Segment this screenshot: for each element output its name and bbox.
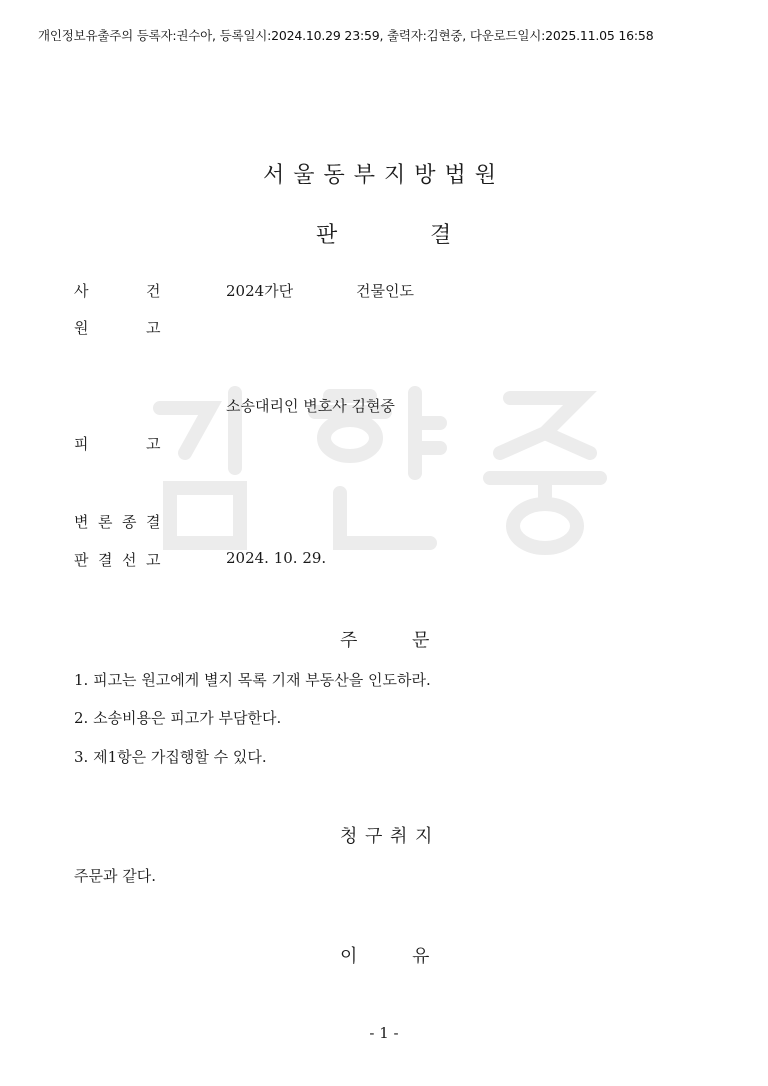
claim-title-char-2: 구 xyxy=(365,826,383,847)
order-item-3: 3. 제1항은 가집행할 수 있다. xyxy=(74,748,267,766)
order-item-2: 2. 소송비용은 피고가 부담한다. xyxy=(74,709,282,727)
doc-type-char-2: 결 xyxy=(430,223,452,248)
claim-title-char-1: 청 xyxy=(340,826,358,847)
case-title: 건물인도 xyxy=(356,282,414,300)
court-name: 서울동부지방법원 xyxy=(262,163,506,188)
order-title-char-1: 주 xyxy=(340,630,358,651)
order-title-char-2: 문 xyxy=(412,630,430,651)
claim-title-char-4: 지 xyxy=(415,826,433,847)
case-number: 2024가단 xyxy=(226,282,294,300)
order-item-1: 1. 피고는 원고에게 별지 목록 기재 부동산을 인도하라. xyxy=(74,671,431,689)
claim-text: 주문과 같다. xyxy=(74,867,156,885)
claim-title-char-3: 취 xyxy=(390,826,408,847)
doc-type-char-1: 판 xyxy=(316,223,338,248)
privacy-notice-header: 개인정보유출주의 등록자:권수아, 등록일시:2024.10.29 23:59, 출력자:김현중, 다운로드일시:2025.11.05 16:58 xyxy=(38,28,654,43)
reason-title-char-1: 이 xyxy=(340,946,358,967)
verdict-date: 2024. 10. 29. xyxy=(226,549,327,567)
page-number: - 1 - xyxy=(369,1024,399,1042)
attorney-name: 소송대리인 변호사 김현중 xyxy=(226,397,395,415)
reason-title-char-2: 유 xyxy=(412,946,430,967)
